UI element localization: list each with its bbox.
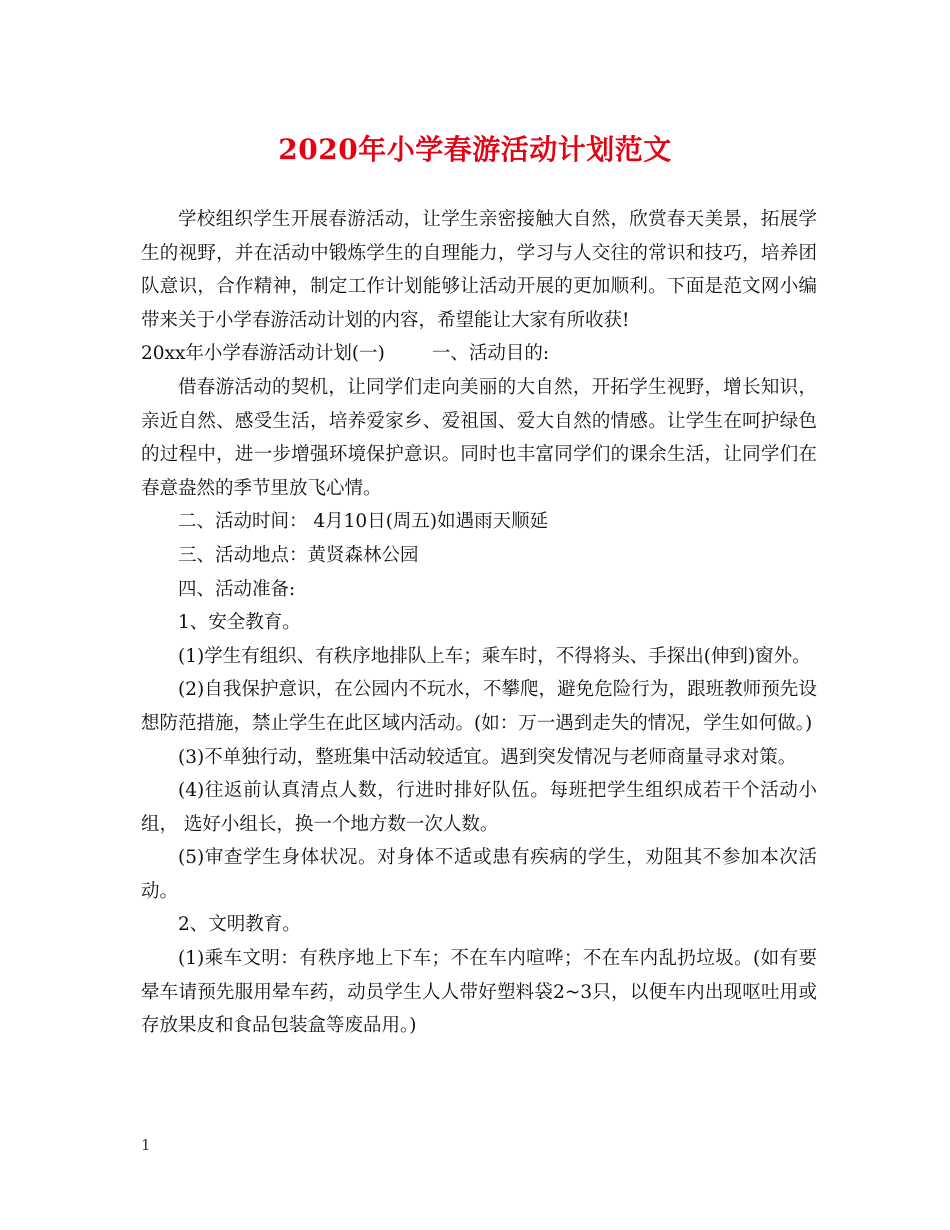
intro-paragraph: 学校组织学生开展春游活动，让学生亲密接触大自然，欣赏春天美景，拓展学生的视野，并在活动中锻炼学生的自理能力，学习与人交往的常识和技巧，培养团队意识，合作精神，制定工作计划能够让活动开展的更加顺利。下面是范文网小编带来关于小学春游活动计划的内容，希望能让大家有所收获! <box>141 209 817 331</box>
document-body <box>141 203 817 1043</box>
civility-item-1: (1)乘车文明：有秩序地上下车；不在车内喧哗；不在车内乱扔垃圾。(如有要晕车请预先服用晕车药，动员学生人人带好塑料袋2~3只，以便车内出现呕吐用或存放果皮和食品包装盒等废品用。) <box>141 948 817 1037</box>
plan-heading: 20xx年小学春游活动计划(一) <box>141 343 385 365</box>
safety-item-4: (4)往返前认真清点人数，行进时排好队伍。每班把学生组织成若干个活动小组， 选好小组长，换一个地方数一次人数。 <box>141 780 817 835</box>
safety-item-5: (5)审查学生身体状况。对身体不适或患有疾病的学生，劝阻其不参加本次活动。 <box>141 847 817 902</box>
plan-heading-line <box>141 337 817 371</box>
civility-heading: 2、文明教育。 <box>178 914 301 936</box>
document-title: 2020年小学春游活动计划范文 <box>278 133 672 166</box>
activity-time: 二、活动时间： 4月10日(周五)如遇雨天顺延 <box>178 511 549 533</box>
safety-heading: 1、安全教育。 <box>178 612 301 634</box>
safety-item-2: (2)自我保护意识，在公园内不玩水，不攀爬，避免危险行为，跟班教师预先设想防范措施，禁止学生在此区域内活动。(如：万一遇到走失的情况，学生如何做。) <box>141 679 817 734</box>
section-purpose-heading: 一、活动目的: <box>431 343 550 365</box>
activity-location: 三、活动地点：黄贤森林公园 <box>178 544 419 566</box>
safety-item-1: (1)学生有组织、有秩序地排队上车；乘车时，不得将头、手探出(伸到)窗外。 <box>178 645 811 667</box>
safety-item-3: (3)不单独行动，整班集中活动较适宜。遇到突发情况与老师商量寻求对策。 <box>178 746 797 768</box>
purpose-paragraph: 借春游活动的契机，让同学们走向美丽的大自然，开拓学生视野，增长知识，亲近自然、感受生活，培养爱家乡、爱祖国、爱大自然的情感。让学生在呵护绿色的过程中，进一步增强环境保护意识。同时也丰富同学们的课余生活，让同学们在春意盎然的季节里放飞心情。 <box>141 376 817 499</box>
preparation-heading: 四、活动准备: <box>178 578 296 600</box>
page-number: 1 <box>141 1136 151 1154</box>
